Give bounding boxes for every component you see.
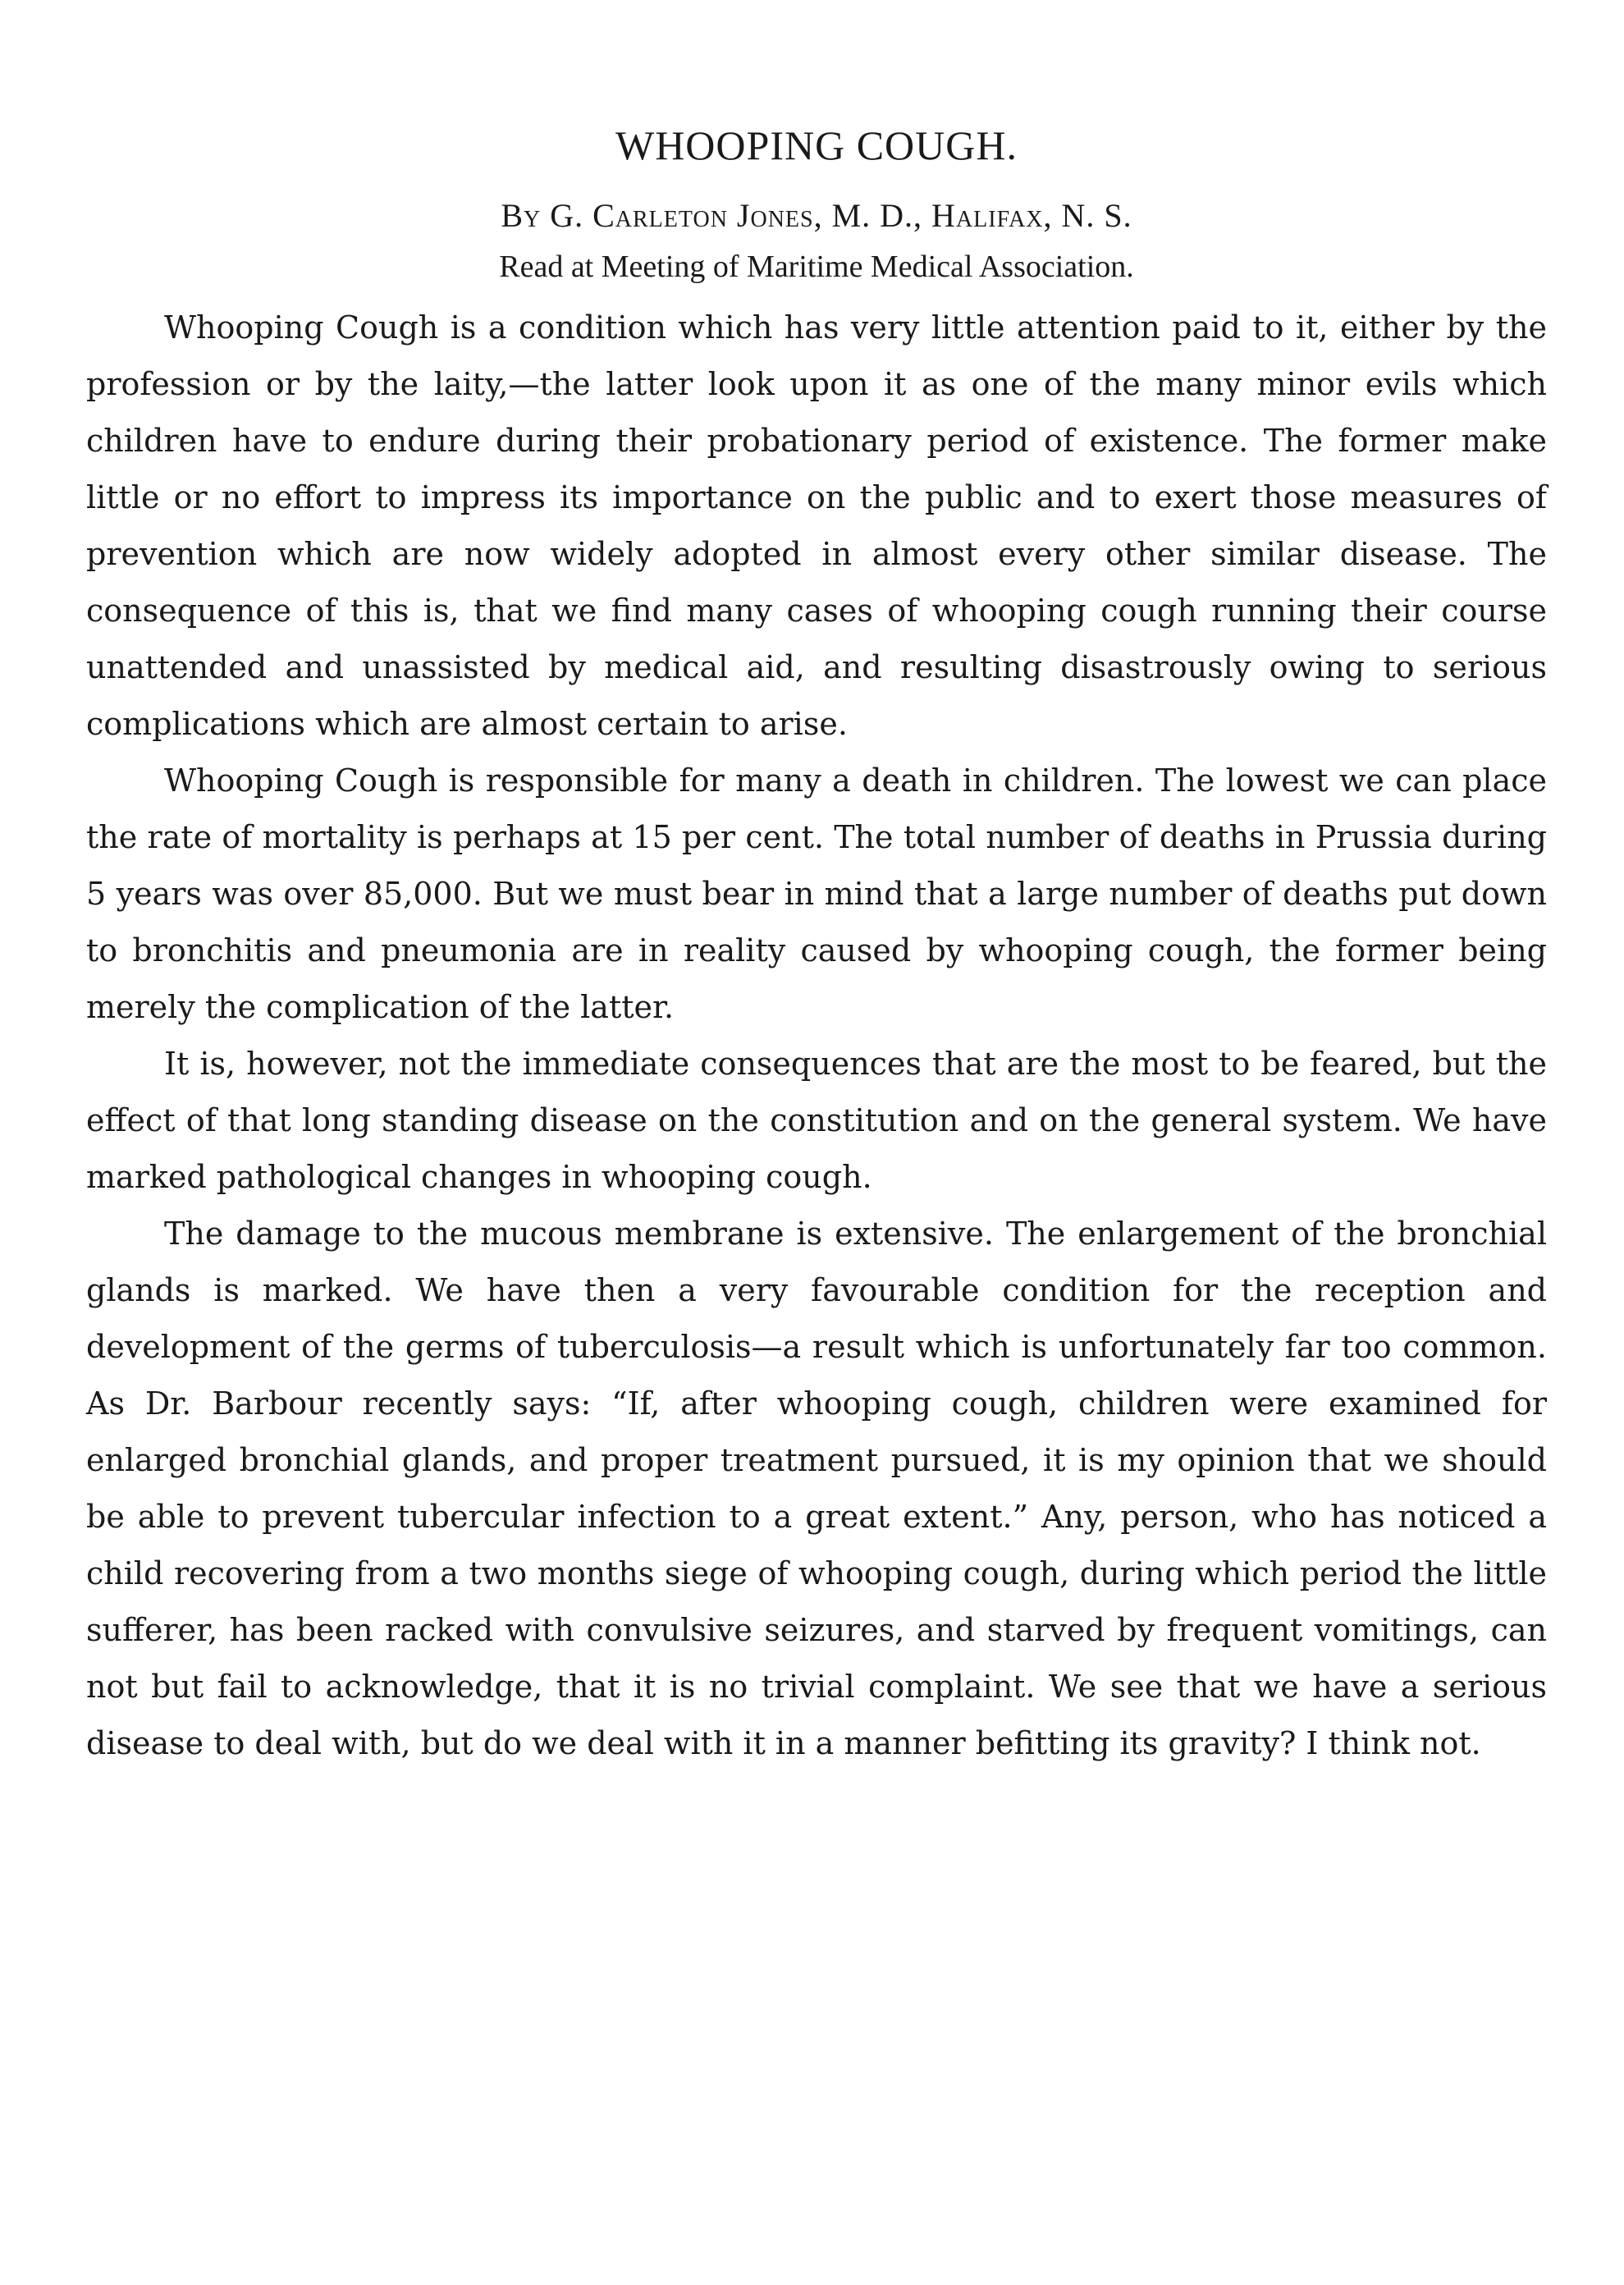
article-title: WHOOPING COUGH. — [615, 122, 1018, 168]
article-paragraph: Whooping Cough is responsible for many a death in children. The lowest we can place the rate of mortality is perhaps at 15 per cent. The total number of deaths in Prussia during 5 years was over 85,000. But we must bear in mind that a large number of deaths put down to bronchitis and pneumonia are in reality caused by whooping cough, the former being merely the complication of the latter. — [86, 762, 1547, 1025]
article-paragraph: Whooping Cough is a condition which has very little attention paid to it, either by the profession or by the laity,—the latter look upon it as one of the many minor evils which children have to endure during their probationary period of existence. The former make little or no effort to impress its importance on the public and to exert those measures of prevention which are now widely adopted in almost every other similar disease. The consequence of this is, that we find many cases of whooping cough running their course unattended and unassisted by medical aid, and resulting disastrously owing to serious complications which are almost certain to arise. — [86, 309, 1547, 742]
article-paragraph: It is, however, not the immediate consequences that are the most to be feared, but the effect of that long standing disease on the constitution and on the general system. We have marked pathological changes in whooping cough. — [86, 1045, 1547, 1195]
article-read-at: Read at Meeting of Maritime Medical Association. — [499, 250, 1134, 284]
article-byline: By G. Carleton Jones, M. D., Halifax, N. S. — [501, 197, 1132, 234]
article-column — [86, 123, 1547, 1772]
article-paragraph: The damage to the mucous membrane is extensive. The enlargement of the bronchial glands is marked. We have then a very favourable condition for the reception and development of the germs of tuberculosis—a result which is unfortunately far too common. As Dr. Barbour recently says: “If, after whooping cough, children were examined for enlarged bronchial glands, and proper treatment pursued, it is my opinion that we should be able to prevent tubercular infection to a great extent.” Any, person, who has noticed a child recovering from a two months siege of whooping cough, during which period the little sufferer, has been racked with convulsive seizures, and starved by frequent vomitings, can not but fail to acknowledge, that it is no trivial complaint. We see that we have a serious disease to deal with, but do we deal with it in a manner befitting its gravity? I think not. — [86, 1215, 1547, 1761]
